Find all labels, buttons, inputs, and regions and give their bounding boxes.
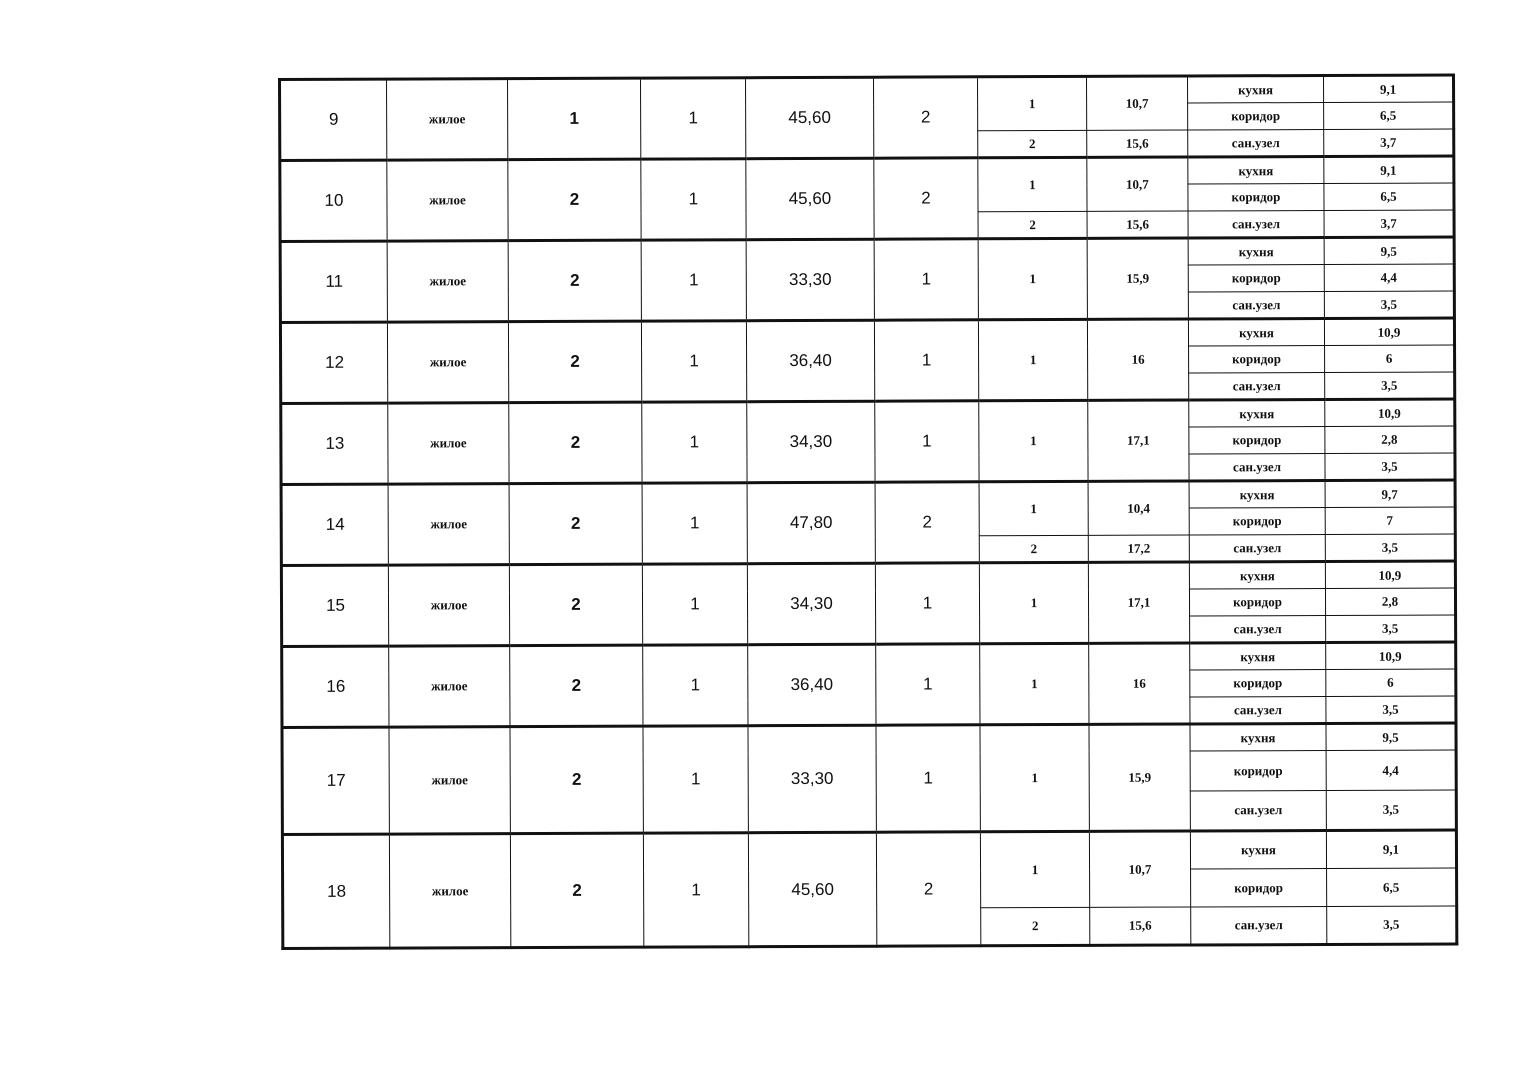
aux-room-name-cell: сан.узел (1191, 906, 1327, 945)
aux-room-area-cell: 3,7 (1324, 210, 1454, 237)
rooms-count-cell: 1 (876, 644, 980, 725)
aux-room-name-cell: коридор (1190, 669, 1326, 697)
premises-type-cell: жилое (388, 403, 509, 484)
aux-room-area-cell: 3,5 (1326, 790, 1456, 830)
rooms-count-cell: 1 (874, 320, 978, 401)
aux-room-area-cell: 9,5 (1324, 237, 1454, 264)
floor-cell: 1 (508, 78, 641, 160)
aux-room-area-cell: 3,5 (1325, 453, 1455, 480)
room-number-cell: 1 (978, 157, 1087, 211)
aux-room-area-cell: 10,9 (1325, 399, 1455, 426)
units-cell: 1 (641, 321, 746, 402)
units-cell: 1 (642, 402, 747, 483)
room-area-cell: 16 (1087, 319, 1188, 400)
room-area-cell: 17,1 (1088, 400, 1189, 481)
room-area-cell: 15,6 (1090, 907, 1191, 945)
units-cell: 1 (643, 645, 748, 726)
aux-room-name-cell: сан.узел (1188, 210, 1324, 238)
floor-cell: 2 (509, 402, 642, 484)
rooms-count-cell: 2 (874, 77, 978, 158)
room-area-cell: 15,9 (1089, 724, 1190, 831)
aux-room-name-cell: коридор (1188, 264, 1324, 292)
units-cell: 1 (641, 240, 746, 321)
room-number-cell: 1 (980, 831, 1089, 907)
room-number-cell: 1 (978, 319, 1087, 400)
aux-room-area-cell: 2,8 (1325, 426, 1455, 453)
aux-room-area-cell: 6,5 (1324, 183, 1454, 210)
aux-room-name-cell: коридор (1189, 588, 1325, 616)
aux-room-name-cell: сан.узел (1189, 372, 1325, 400)
rooms-count-cell: 2 (874, 158, 978, 239)
rooms-count-cell: 1 (875, 401, 979, 482)
room-area-cell: 15,6 (1087, 211, 1188, 238)
premises-table (278, 73, 1458, 950)
aux-room-area-cell: 4,4 (1324, 264, 1454, 291)
floor-cell: 2 (509, 564, 642, 646)
room-number-cell: 2 (978, 130, 1087, 157)
aux-room-name-cell: коридор (1189, 507, 1325, 535)
total-area-cell: 33,30 (748, 725, 876, 832)
floor-cell: 2 (508, 240, 641, 322)
total-area-cell: 34,30 (747, 563, 875, 644)
total-area-cell: 47,80 (747, 482, 875, 563)
units-cell: 1 (643, 833, 748, 947)
aux-room-name-cell: кухня (1188, 237, 1324, 265)
aux-room-area-cell: 6,5 (1327, 868, 1457, 906)
aux-room-area-cell: 9,5 (1326, 723, 1456, 750)
rooms-count-cell: 1 (876, 725, 980, 832)
aux-room-name-cell: сан.узел (1190, 696, 1326, 724)
aux-room-name-cell: кухня (1187, 75, 1323, 103)
aux-room-area-cell: 9,7 (1325, 480, 1455, 507)
units-cell: 1 (643, 726, 748, 833)
room-number-cell: 1 (980, 643, 1089, 724)
aux-room-name-cell: кухня (1188, 318, 1324, 346)
aux-room-name-cell: кухня (1189, 480, 1325, 508)
room-number-cell: 2 (979, 535, 1088, 562)
aux-room-area-cell: 7 (1325, 507, 1455, 534)
apartment-number-cell: 9 (280, 79, 387, 160)
aux-room-area-cell: 9,1 (1323, 75, 1453, 102)
aux-room-area-cell: 4,4 (1326, 750, 1456, 790)
premises-type-cell: жилое (387, 241, 508, 322)
aux-room-name-cell: кухня (1190, 830, 1326, 869)
aux-room-name-cell: коридор (1189, 345, 1325, 373)
apartment-number-cell: 16 (282, 646, 389, 727)
aux-room-area-cell: 6 (1325, 345, 1455, 372)
aux-room-area-cell: 3,5 (1327, 906, 1457, 944)
aux-room-name-cell: коридор (1189, 426, 1325, 454)
aux-room-name-cell: коридор (1188, 183, 1324, 211)
aux-room-area-cell: 6,5 (1324, 102, 1454, 129)
room-area-cell: 17,2 (1088, 535, 1189, 562)
aux-room-name-cell: сан.узел (1188, 129, 1324, 157)
apartment-number-cell: 12 (280, 322, 387, 403)
aux-room-name-cell: сан.узел (1189, 453, 1325, 481)
rooms-count-cell: 2 (875, 482, 979, 563)
rooms-count-cell: 2 (876, 832, 980, 946)
room-area-cell: 10,7 (1089, 831, 1190, 907)
aux-room-name-cell: сан.узел (1190, 615, 1326, 643)
aux-room-name-cell: коридор (1191, 868, 1327, 907)
premises-type-cell: жилое (389, 646, 510, 727)
premises-type-cell: жилое (389, 834, 510, 948)
room-number-cell: 1 (978, 76, 1087, 130)
room-number-cell: 1 (980, 724, 1089, 831)
aux-room-name-cell: кухня (1190, 723, 1326, 751)
aux-room-area-cell: 9,1 (1324, 156, 1454, 183)
total-area-cell: 36,40 (748, 644, 876, 725)
aux-room-name-cell: сан.узел (1189, 534, 1325, 562)
document-sheet (278, 73, 1455, 950)
apartment-number-cell: 18 (282, 834, 389, 948)
floor-cell: 2 (508, 159, 641, 241)
room-area-cell: 15,9 (1087, 238, 1188, 319)
premises-type-cell: жилое (389, 727, 510, 834)
apartment-number-cell: 15 (281, 565, 388, 646)
apartment-number-cell: 13 (281, 403, 388, 484)
aux-room-name-cell: сан.узел (1188, 291, 1324, 319)
total-area-cell: 36,40 (746, 320, 874, 401)
floor-cell: 2 (508, 321, 641, 403)
aux-room-name-cell: кухня (1190, 642, 1326, 670)
units-cell: 1 (642, 483, 747, 564)
aux-room-area-cell: 3,5 (1326, 696, 1456, 723)
table-row (282, 830, 1456, 873)
total-area-cell: 45,60 (748, 832, 876, 946)
room-area-cell: 15,6 (1087, 130, 1188, 157)
floor-cell: 2 (510, 645, 643, 727)
aux-room-area-cell: 10,9 (1326, 642, 1456, 669)
apartment-number-cell: 17 (282, 727, 389, 834)
aux-room-area-cell: 6 (1326, 669, 1456, 696)
total-area-cell: 45,60 (746, 77, 874, 158)
room-area-cell: 16 (1089, 643, 1190, 724)
aux-room-area-cell: 9,1 (1326, 830, 1456, 868)
floor-cell: 2 (510, 726, 643, 834)
aux-room-area-cell: 3,5 (1325, 372, 1455, 399)
room-number-cell: 1 (979, 400, 1088, 481)
room-number-cell: 1 (979, 562, 1088, 643)
floor-cell: 2 (510, 833, 643, 948)
room-number-cell: 2 (978, 211, 1087, 238)
total-area-cell: 45,60 (746, 158, 874, 239)
room-area-cell: 17,1 (1088, 562, 1189, 643)
room-area-cell: 10,4 (1088, 481, 1189, 535)
premises-type-cell: жилое (387, 79, 508, 160)
aux-room-name-cell: сан.узел (1190, 790, 1326, 831)
aux-room-name-cell: коридор (1188, 102, 1324, 130)
apartment-number-cell: 10 (280, 160, 387, 241)
aux-room-area-cell: 10,9 (1324, 318, 1454, 345)
room-number-cell: 1 (979, 481, 1088, 535)
aux-room-name-cell: коридор (1190, 750, 1326, 791)
aux-room-area-cell: 3,5 (1326, 615, 1456, 642)
premises-table-body (280, 75, 1457, 949)
premises-type-cell: жилое (388, 565, 509, 646)
floor-cell: 2 (509, 483, 642, 565)
aux-room-area-cell: 3,7 (1324, 129, 1454, 156)
premises-type-cell: жилое (388, 484, 509, 565)
rooms-count-cell: 1 (874, 239, 978, 320)
rooms-count-cell: 1 (875, 563, 979, 644)
units-cell: 1 (642, 564, 747, 645)
total-area-cell: 33,30 (746, 239, 874, 320)
aux-room-area-cell: 2,8 (1325, 588, 1455, 615)
room-number-cell: 1 (978, 238, 1087, 319)
aux-room-area-cell: 3,5 (1325, 534, 1455, 561)
room-area-cell: 10,7 (1087, 157, 1188, 211)
units-cell: 1 (641, 78, 746, 159)
aux-room-area-cell: 10,9 (1325, 561, 1455, 588)
aux-room-name-cell: кухня (1188, 156, 1324, 184)
total-area-cell: 34,30 (747, 401, 875, 482)
apartment-number-cell: 14 (281, 484, 388, 565)
apartment-number-cell: 11 (280, 241, 387, 322)
premises-type-cell: жилое (387, 160, 508, 241)
room-area-cell: 10,7 (1086, 76, 1187, 130)
units-cell: 1 (641, 159, 746, 240)
aux-room-area-cell: 3,5 (1324, 291, 1454, 318)
premises-type-cell: жилое (387, 322, 508, 403)
aux-room-name-cell: кухня (1189, 399, 1325, 427)
aux-room-name-cell: кухня (1189, 561, 1325, 589)
room-number-cell: 2 (981, 907, 1090, 945)
